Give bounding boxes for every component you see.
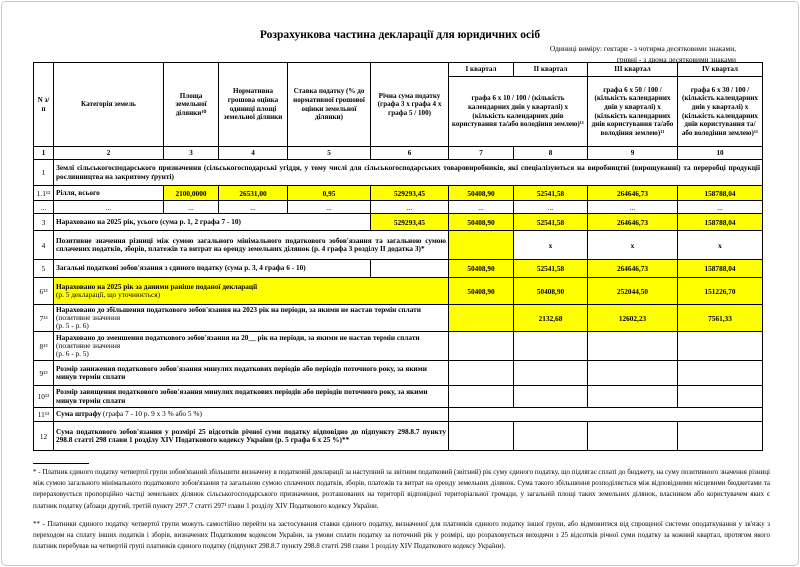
col-number-7: 7	[449, 147, 514, 160]
table-row-6	[34, 278, 763, 305]
row-11-label-bold: Сума штрафу	[56, 409, 102, 419]
col-header-q3: III квартал	[588, 63, 678, 77]
footnote-double-asterisk: ** - Платники єдиного податку четвертої групи можуть самостійно перейти на застосування ставки єдиного податку, визначеної для платників єдиного податку іншої групи, або відмовитися від спрощеної системи оподаткування у зв'язку з переходом на сплату інших податків і зборів, визначених Податковим кодексом України, за умови сплати податку за поточний рік у розмірі, що розраховується виходячи з 25 відсотків річної суми податку за кожний квартал, протягом якого платник перебував на четвертій групі платників єдиного податку (підпункт 298.8.7 пункту 298.8 статті 298 глави 1 розділу XIV Податкового кодексу України).	[33, 520, 770, 551]
row-5-num: 5	[34, 260, 54, 278]
col-header-rate: Ставка податку (% до нормативної грошової оцінки земельної ділянки)	[288, 63, 371, 147]
col-header-num: N з/п	[34, 63, 54, 147]
row-9-num: 9¹³	[34, 361, 54, 386]
row-4-q1	[449, 231, 514, 260]
row-8-label-note1: (позитивне значення	[56, 340, 121, 350]
footnote-asterisk: * - Платник єдиного податку четвертої групи зобов'язаний збільшити визначену в податковій декларації за наступний за звітним податковий (звітний) рік суму єдиного податку, що підлягає сплаті до бюджету, на суму позитивного значення різниці між сумою загального мінімального податкового зобов'язання та загальною сумою сплачених податків, зборів, платежів та витрат на оренду земельних ділянок. Сума такого збільшення розподіляється між відповідними місцевими бюджетами та перераховується пропорційно частці земельних ділянок сільськогосподарського призначення, розташованих на території відповідної територіальної громади, у загальній площі таких земельних ділянок, власником або користувачем яких є платник податку (абзаци другий, третій пункту 297¹.7 статті 297¹ глави 1 розділу XIV Податкового кодексу України.	[33, 468, 770, 510]
row-7-num: 7¹³	[34, 305, 54, 332]
table-row-8	[34, 332, 763, 361]
row-5-q3: 264646,73	[588, 260, 678, 278]
row-7-q2: 2132,68	[514, 305, 588, 332]
row-3-q4: 158788,04	[678, 214, 763, 231]
row-1-1-annual: 529293,45	[371, 186, 449, 201]
row-5-q1: 50408,90	[449, 260, 514, 278]
dots-cell: ...	[514, 201, 588, 214]
row-1-1-num: 1.1¹²	[34, 186, 54, 201]
row-6-num: 6¹³	[34, 278, 54, 305]
row-3-q2: 52541,58	[514, 214, 588, 231]
dots-cell: ...	[588, 201, 678, 214]
row-4-num: 4	[34, 231, 54, 260]
row-8-q1	[449, 332, 514, 361]
row-9-q3	[588, 361, 678, 386]
row-3-q1: 50408,90	[449, 214, 514, 231]
row-1-1-q4: 158788,04	[678, 186, 763, 201]
footnote-separator	[33, 463, 89, 464]
row-7-label-note1: (позитивне значення	[56, 312, 121, 322]
row-1-label: Землі сільськогосподарського призначення (сільськогосподарські угіддя, у тому числі для сільськогосподарських товаровиробників, які спеціалізуються на виробництві (вирощуванні) та переробці продукції рослинництва на закритому ґрунті)	[54, 160, 763, 186]
row-9-q2	[514, 361, 588, 386]
row-11-label-rest: (графа 7 - 10 р. 9 х 3 % або 5 %)	[101, 409, 202, 419]
row-10-q4	[678, 386, 763, 408]
row-12-q4	[678, 422, 763, 451]
row-9-q4	[678, 361, 763, 386]
row-6-label-note: (р. 5 декларації, що уточнюється)	[56, 290, 161, 299]
dots-cell: ...	[164, 201, 219, 214]
row-3-q3: 264646,73	[588, 214, 678, 231]
col-number-9: 9	[588, 147, 678, 160]
row-1-1-rate: 0,95	[288, 186, 371, 201]
table-row-1	[34, 160, 763, 186]
col-number-6: 6	[371, 147, 449, 160]
row-3-annual: 529293,45	[371, 214, 449, 231]
dots-cell: ...	[449, 201, 514, 214]
row-5-label: Загальні податкові зобов'язання з єдиного податку (сума р. 3, 4 графа 6 - 10)	[54, 260, 371, 278]
row-1-1-valuation: 26531,00	[219, 186, 288, 201]
row-1-num: 1	[34, 160, 54, 186]
row-10-num: 10¹³	[34, 386, 54, 408]
table-row-7	[34, 305, 763, 332]
row-8-q2	[514, 332, 588, 361]
row-8-q3	[588, 332, 678, 361]
row-10-q1	[449, 386, 514, 408]
table-row-12	[34, 422, 763, 451]
row-6-q2: 50408,90	[514, 278, 588, 305]
row-6-label-main: Нараховано на 2025 рік за даними раніше поданої декларації	[56, 281, 258, 291]
col-number-1: 1	[34, 147, 54, 160]
row-7-label-note2: (р. 5 - р. 6)	[56, 321, 89, 331]
row-1-1-q2: 52541,58	[514, 186, 588, 201]
row-7-q3: 12602,23	[588, 305, 678, 332]
col-number-5: 5	[288, 147, 371, 160]
units-line-1: Одиниці виміру: гектари - з чотирма десятковими знаками,	[549, 44, 736, 53]
row-1-1-area: 2100,0000	[164, 186, 219, 201]
col-number-4: 4	[219, 147, 288, 160]
table-row-11	[34, 408, 763, 422]
row-6-label	[54, 278, 449, 305]
row-12-q2	[514, 422, 588, 451]
row-12-label: Сума податкового зобов'язання у розмірі 25 відсотків річної суми податку відповідно до підпункту 298.8.7 пункту 298.8 статті 298 глави 1 розділу XIV Податкового кодексу України (р. 5 графа 6 х 25 %)**	[54, 422, 449, 451]
row-12-q1	[449, 422, 514, 451]
dots-cell: ...	[678, 201, 763, 214]
q3-formula: графа 6 х 50 / 100 / (кількість календарних днів у кварталі) х (кількість календарних днів користування та/або володіння землею)¹¹	[588, 77, 678, 147]
col-number-10: 10	[678, 147, 763, 160]
table-row-4	[34, 231, 763, 260]
col-number-8: 8	[514, 147, 588, 160]
dots-cell: ...	[54, 201, 164, 214]
table-row-1-1	[34, 186, 763, 201]
dots-cell: ...	[219, 201, 288, 214]
row-3-num: 3	[34, 214, 54, 231]
row-5-q4: 158788,04	[678, 260, 763, 278]
col-header-q1: I квартал	[449, 63, 514, 77]
row-5-q2: 52541,58	[514, 260, 588, 278]
row-8-label-note2: (р. 6 - р. 5)	[56, 349, 89, 359]
row-7-q1	[449, 305, 514, 332]
row-8-label-main: Нараховано до зменшення податкового зобов'язання на 20__ рік на періоди, за якими не настав термін сплати	[56, 332, 420, 342]
col-header-q4: IV квартал	[678, 63, 763, 77]
row-8-label	[54, 332, 449, 361]
table-row-ellipsis	[34, 201, 763, 214]
row-9-q1	[449, 361, 514, 386]
col-header-area: Площа земельної ділянки¹⁰	[164, 63, 219, 147]
row-11-num: 11¹³	[34, 408, 54, 422]
declaration-table	[33, 62, 763, 451]
row-8-q4	[678, 332, 763, 361]
q4-formula: графа 6 х 30 / 100 / (кількість календарних днів у кварталі) х (кількість календарних днів користування та/або володіння землею)¹¹	[678, 77, 763, 147]
row-8-num: 8¹³	[34, 332, 54, 361]
row-11-label	[54, 408, 449, 422]
table-row-3	[34, 214, 763, 231]
row-6-q1: 50408,90	[449, 278, 514, 305]
row-5-annual	[371, 260, 449, 278]
row-10-q2	[514, 386, 588, 408]
row-3-label: Нараховано на 2025 рік, усього (сума р. 1, 2 графа 7 - 10)	[54, 214, 371, 231]
row-12-num: 12	[34, 422, 54, 451]
row-6-q3: 252044,50	[588, 278, 678, 305]
row-10-q3	[588, 386, 678, 408]
row-1-1-q1: 50408,90	[449, 186, 514, 201]
table-row-5	[34, 260, 763, 278]
row-4-label: Позитивне значення різниці між сумою загального мінімального податкового зобов'язання та загальною сумою сплачених податків, зборів, платежів та витрат на оренду земельних ділянок (р. 4 графа 3 розділу II додатка 3)*	[54, 231, 449, 260]
table-row-9	[34, 361, 763, 386]
page-title: Розрахункова частина декларації для юридичних осіб	[259, 29, 541, 41]
col-number-3: 3	[164, 147, 219, 160]
row-9-label: Розмір заниження податкового зобов'язання минулих податкових періодів або періодів поточного року, за якими минув термін сплати	[54, 361, 449, 386]
row-6-q4: 151226,70	[678, 278, 763, 305]
row-1-1-q3: 264646,73	[588, 186, 678, 201]
row-4-q3: х	[588, 231, 678, 260]
row-7-label-main: Нараховано до збільшення податкового зобов'язання на 2023 рік на періоди, за якими не настав термін сплати	[56, 304, 421, 314]
row-7-label	[54, 305, 449, 332]
row-10-label: Розмір завищення податкового зобов'язання минулих податкових періодів або періодів поточного року, за якими минув термін сплати	[54, 386, 449, 408]
table-row-10	[34, 386, 763, 408]
row-4-q2: х	[514, 231, 588, 260]
row-11-quarters-merged	[449, 408, 763, 422]
row-7-q4: 7561,33	[678, 305, 763, 332]
dots-cell: ...	[34, 201, 54, 214]
col-number-2: 2	[54, 147, 164, 160]
header-row-quarters	[34, 63, 763, 77]
dots-cell: ...	[371, 201, 449, 214]
row-4-q4: х	[678, 231, 763, 260]
header-row-column-numbers	[34, 147, 763, 160]
dots-cell: ...	[288, 201, 371, 214]
col-header-valuation: Нормативна грошова оцінка одиниці площі земельної ділянки	[219, 63, 288, 147]
col-header-category: Категорія земель	[54, 63, 164, 147]
q1-q2-formula: графа 6 х 10 / 100 / (кількість календарних днів у кварталі) х (кількість календарних днів користування та/або володіння землею)¹¹	[449, 77, 588, 147]
units-line-2: гривні - з двома десятковими знаками	[616, 55, 736, 65]
row-1-1-label: Рілля, всього	[54, 186, 164, 201]
col-header-q2: II квартал	[514, 63, 588, 77]
col-header-annual-sum: Річна сума податку (графа 3 х графа 4 х графа 5 / 100)	[371, 63, 449, 147]
row-12-q3	[588, 422, 678, 451]
